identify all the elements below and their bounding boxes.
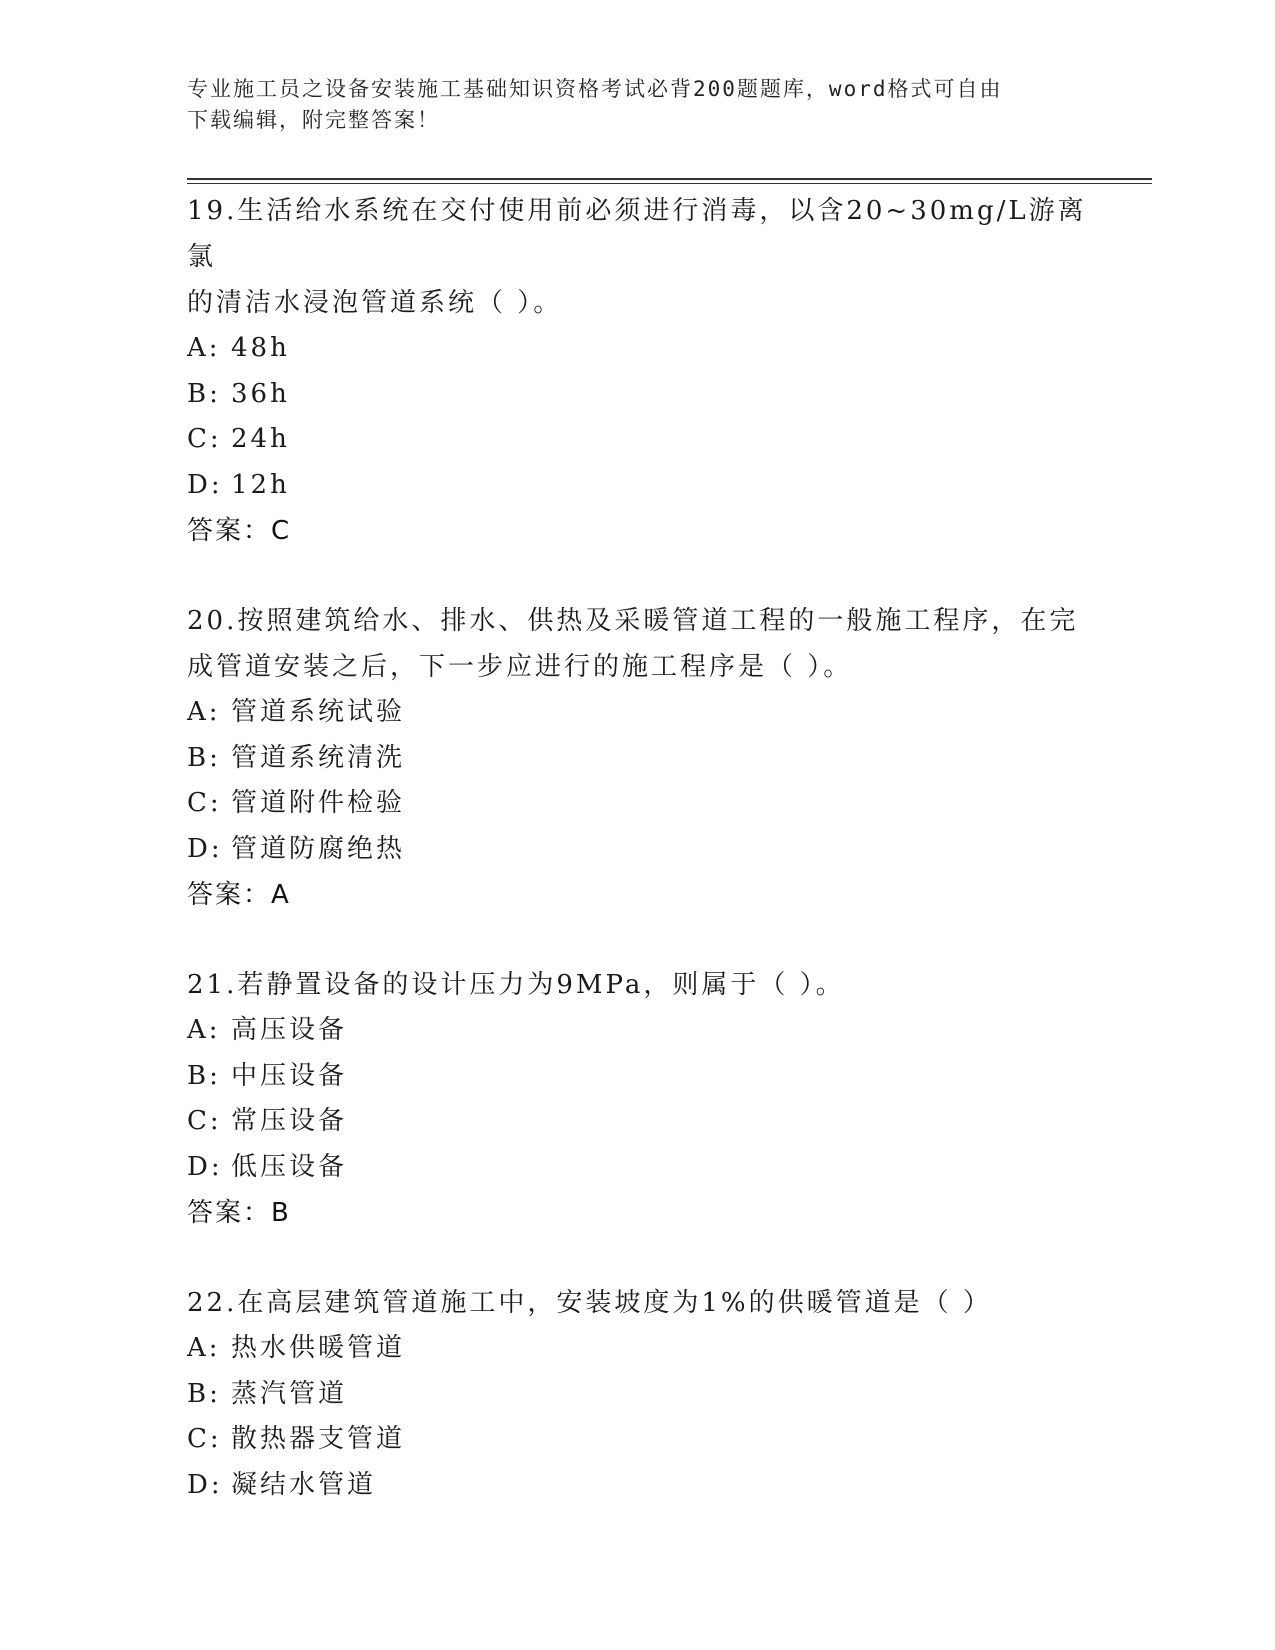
- option-list: [187, 1326, 1087, 1508]
- option-text: 凝结水管道: [231, 1469, 377, 1500]
- answer-line: 答案：B: [187, 1198, 291, 1228]
- option-text: 管道附件检验: [231, 788, 406, 818]
- option-d: [187, 1145, 1087, 1191]
- option-text: 24h: [231, 424, 290, 454]
- question-stem-line-1: 19.生活给水系统在交付使用前必须进行消毒，以含20~30mg/L游离氯: [187, 196, 1087, 272]
- option-b: [187, 1372, 1087, 1418]
- document-header: [187, 74, 1067, 136]
- option-letter: C:: [187, 1106, 222, 1136]
- answer-line: 答案：A: [187, 880, 291, 910]
- option-a: [187, 690, 1087, 736]
- option-text: 常压设备: [231, 1106, 348, 1136]
- header-title-line-2: 下载编辑，附完整答案！: [187, 108, 440, 132]
- question-22: [187, 1280, 1087, 1508]
- option-text: 管道系统清洗: [231, 742, 406, 773]
- option-letter: B:: [187, 742, 221, 773]
- option-b: [187, 736, 1087, 782]
- option-d: [187, 1463, 1087, 1509]
- option-text: 管道系统试验: [231, 697, 406, 727]
- option-b: [187, 1054, 1087, 1100]
- option-text: 管道防腐绝热: [231, 833, 406, 864]
- option-c: [187, 1099, 1087, 1145]
- option-text: 蒸汽管道: [231, 1378, 348, 1409]
- question-21: [187, 962, 1087, 1236]
- option-c: [187, 781, 1087, 827]
- question-stem: [187, 1280, 1087, 1326]
- option-text: 低压设备: [231, 1151, 348, 1182]
- header-divider-thick: [187, 178, 1152, 180]
- option-d: [187, 463, 1087, 509]
- option-text: 12h: [231, 469, 290, 500]
- option-letter: A:: [187, 1015, 221, 1045]
- option-letter: D:: [187, 469, 223, 500]
- option-letter: D:: [187, 1469, 223, 1500]
- option-d: [187, 827, 1087, 873]
- option-letter: A:: [187, 697, 221, 727]
- option-text: 散热器支管道: [231, 1424, 406, 1454]
- option-a: [187, 1008, 1087, 1054]
- question-19: [187, 188, 1087, 554]
- option-text: 高压设备: [231, 1015, 348, 1045]
- option-list: [187, 326, 1087, 508]
- option-letter: A:: [187, 1333, 221, 1363]
- option-letter: C:: [187, 1424, 222, 1454]
- option-list: [187, 1008, 1087, 1190]
- question-spacer: [187, 1236, 1087, 1280]
- option-list: [187, 690, 1087, 872]
- option-text: 36h: [231, 378, 290, 409]
- question-stem-line-1: 22.在高层建筑管道施工中，安装坡度为1%的供暖管道是（ ）: [187, 1288, 992, 1318]
- question-stem: [187, 598, 1087, 690]
- question-list: [187, 188, 1087, 1508]
- question-stem-line-2: 成管道安装之后，下一步应进行的施工程序是（ ）。: [187, 652, 853, 682]
- option-a: [187, 326, 1087, 372]
- header-divider-thin: [187, 183, 1152, 184]
- option-letter: C:: [187, 424, 222, 454]
- option-c: [187, 1417, 1087, 1463]
- question-spacer: [187, 554, 1087, 598]
- option-letter: B:: [187, 1060, 221, 1091]
- option-b: [187, 372, 1087, 418]
- header-title-line-1: 专业施工员之设备安装施工基础知识资格考试必背200题题库，word格式可自由: [187, 77, 1003, 101]
- question-20: [187, 598, 1087, 918]
- option-letter: C:: [187, 788, 222, 818]
- option-a: [187, 1326, 1087, 1372]
- question-stem-line-2: 的清洁水浸泡管道系统（ ）。: [187, 288, 563, 318]
- question-spacer: [187, 918, 1087, 962]
- answer-line: 答案：C: [187, 516, 292, 546]
- option-letter: B:: [187, 378, 221, 409]
- question-stem: [187, 188, 1087, 326]
- option-letter: B:: [187, 1378, 221, 1409]
- option-letter: D:: [187, 833, 223, 864]
- option-text: 热水供暖管道: [231, 1333, 406, 1363]
- question-stem: [187, 962, 1087, 1008]
- question-stem-line-1: 21.若静置设备的设计压力为9MPa，则属于（ ）。: [187, 970, 845, 1000]
- option-letter: A:: [187, 333, 221, 363]
- option-c: [187, 417, 1087, 463]
- option-letter: D:: [187, 1151, 223, 1182]
- option-text: 中压设备: [231, 1060, 348, 1091]
- option-text: 48h: [231, 333, 290, 363]
- question-stem-line-1: 20.按照建筑给水、排水、供热及采暖管道工程的一般施工程序，在完: [187, 606, 1079, 636]
